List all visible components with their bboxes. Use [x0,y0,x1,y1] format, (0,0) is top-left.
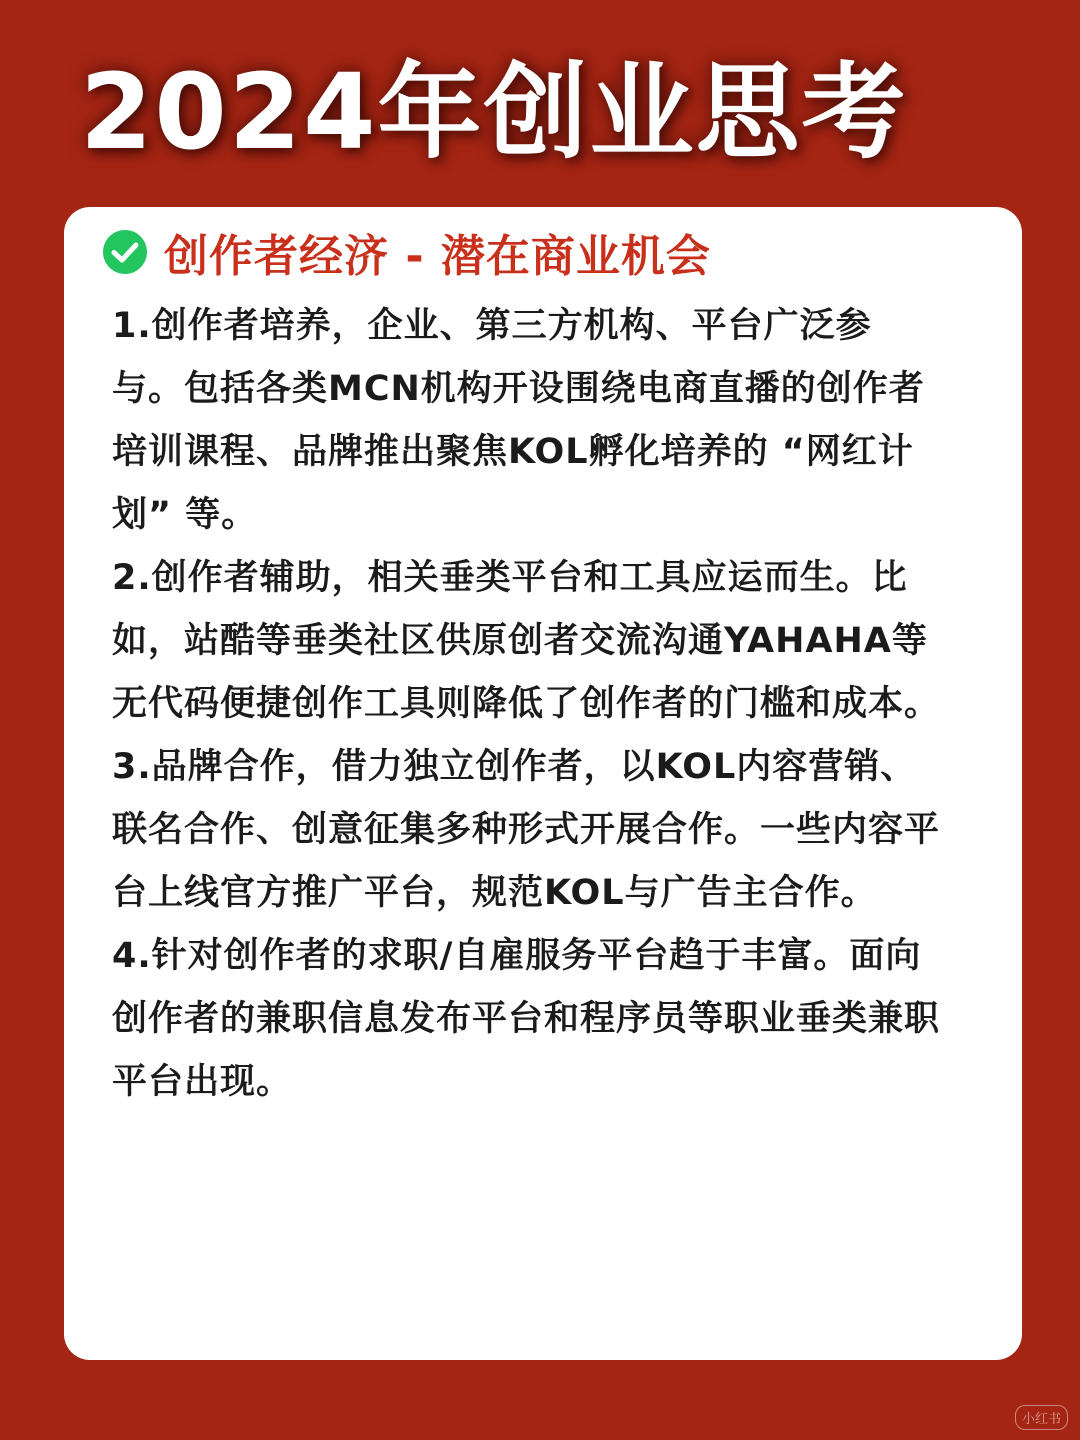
point-item-3: 3.品牌合作，借力独立创作者，以KOL内容营销、联名合作、创意征集多种形式开展合作。一些内容平台上线官方推广平台，规范KOL与广告主合作。 [112,747,941,913]
points-list [112,295,942,1114]
card-heading-text: 创作者经济 - 潜在商业机会 [164,231,711,282]
point-item-2: 2.创作者辅助，相关垂类平台和工具应运而生。比如，站酷等垂类社区供原创者交流沟通YAHAHA等无代码便捷创作工具则降低了创作者的门槛和成本。 [112,558,941,724]
check-circle-icon [102,229,148,275]
card-heading [102,221,711,283]
point-item-4: 4.针对创作者的求职/自雇服务平台趋于丰富。面向创作者的兼职信息发布平台和程序员等职业垂类兼职平台出现。 [112,936,941,1102]
page-title: 2024年创业思考 [80,51,908,173]
point-item-1: 1.创作者培养，企业、第三方机构、平台广泛参与。包括各类MCN机构开设围绕电商直播的创作者培训课程、品牌推出聚焦KOL孵化培养的 “网红计划” 等。 [112,306,925,535]
content-card [64,207,1022,1360]
watermark-logo: 小红书 [1015,1405,1068,1430]
